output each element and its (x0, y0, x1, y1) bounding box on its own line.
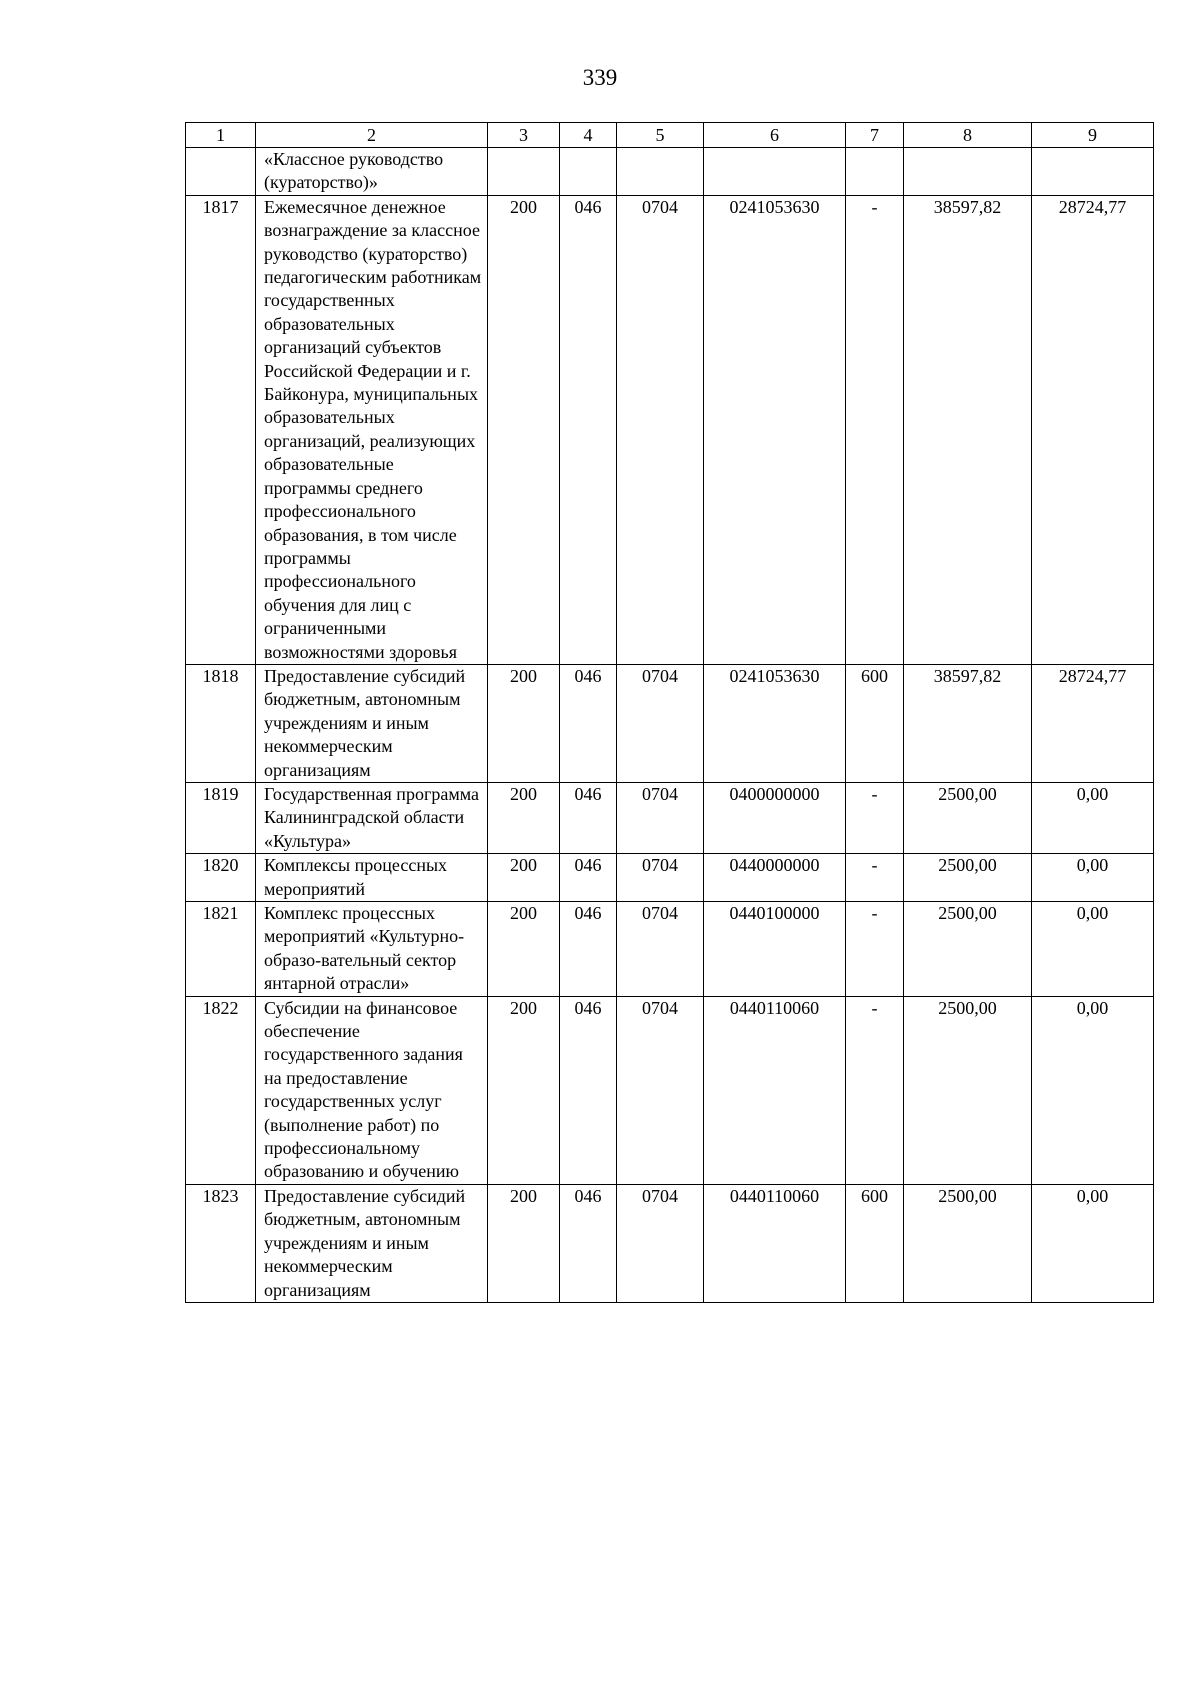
col-7-value: - (846, 854, 904, 902)
row-name: «Классное руководство (кураторство)» (256, 148, 488, 196)
row-number: 1820 (186, 854, 256, 902)
col-9-value: 28724,77 (1032, 195, 1154, 664)
table-row (186, 1184, 1154, 1302)
row-number: 1819 (186, 782, 256, 853)
col-8-value: 38597,82 (904, 664, 1032, 782)
col-6-value: 0440110060 (704, 1184, 846, 1302)
col-9-value: 0,00 (1032, 782, 1154, 853)
col-6-value (704, 148, 846, 196)
row-number: 1821 (186, 902, 256, 997)
col-4-value: 046 (560, 854, 617, 902)
col-7-value: - (846, 782, 904, 853)
table-row (186, 902, 1154, 997)
col-9-value: 0,00 (1032, 996, 1154, 1184)
table-row (186, 148, 1154, 196)
col-6-value: 0440100000 (704, 902, 846, 997)
col-8-value (904, 148, 1032, 196)
col-8-value: 2500,00 (904, 1184, 1032, 1302)
header-col-2: 2 (256, 123, 488, 148)
col-5-value: 0704 (617, 854, 704, 902)
table-row (186, 195, 1154, 664)
header-col-7: 7 (846, 123, 904, 148)
col-3-value: 200 (488, 996, 560, 1184)
col-9-value: 28724,77 (1032, 664, 1154, 782)
table-row (186, 854, 1154, 902)
col-4-value: 046 (560, 1184, 617, 1302)
col-7-value: - (846, 996, 904, 1184)
col-8-value: 2500,00 (904, 782, 1032, 853)
header-col-4: 4 (560, 123, 617, 148)
col-5-value: 0704 (617, 996, 704, 1184)
row-number: 1822 (186, 996, 256, 1184)
col-4-value: 046 (560, 782, 617, 853)
col-6-value: 0400000000 (704, 782, 846, 853)
col-7-value: - (846, 902, 904, 997)
col-4-value: 046 (560, 902, 617, 997)
col-3-value: 200 (488, 664, 560, 782)
row-number: 1823 (186, 1184, 256, 1302)
col-5-value: 0704 (617, 782, 704, 853)
col-6-value: 0440110060 (704, 996, 846, 1184)
col-9-value: 0,00 (1032, 854, 1154, 902)
col-6-value: 0440000000 (704, 854, 846, 902)
col-6-value: 0241053630 (704, 664, 846, 782)
col-6-value: 0241053630 (704, 195, 846, 664)
header-col-1: 1 (186, 123, 256, 148)
row-name: Предоставление субсидий бюджетным, автономным учреждениям и иным некоммерческим организациям (256, 1184, 488, 1302)
col-9-value (1032, 148, 1154, 196)
header-col-5: 5 (617, 123, 704, 148)
col-3-value: 200 (488, 1184, 560, 1302)
col-7-value: 600 (846, 664, 904, 782)
col-4-value (560, 148, 617, 196)
col-8-value: 2500,00 (904, 854, 1032, 902)
col-4-value: 046 (560, 664, 617, 782)
col-8-value: 38597,82 (904, 195, 1032, 664)
row-name: Ежемесячное денежное вознаграждение за классное руководство (кураторство) педагогическим работникам государственных образовательных организаций субъектов Российской Федерации и г. Байконура, муниципальных образовательных организаций, реализующих образовательные программы среднего профессионального образования, в том числе программы профессионального обучения для лиц с ограниченными возможностями здоровья (256, 195, 488, 664)
col-5-value (617, 148, 704, 196)
row-name: Комплексы процессных мероприятий (256, 854, 488, 902)
table-header (186, 123, 1154, 148)
page-number: 339 (582, 65, 618, 90)
header-col-8: 8 (904, 123, 1032, 148)
row-number: 1818 (186, 664, 256, 782)
col-3-value (488, 148, 560, 196)
table-row (186, 996, 1154, 1184)
col-5-value: 0704 (617, 1184, 704, 1302)
row-number (186, 148, 256, 196)
col-8-value: 2500,00 (904, 902, 1032, 997)
header-row (186, 123, 1154, 148)
row-name: Субсидии на финансовое обеспечение государственного задания на предоставление государственных услуг (выполнение работ) по профессиональному образованию и обучению (256, 996, 488, 1184)
col-3-value: 200 (488, 854, 560, 902)
col-3-value: 200 (488, 902, 560, 997)
row-name: Предоставление субсидий бюджетным, автономным учреждениям и иным некоммерческим организациям (256, 664, 488, 782)
header-col-9: 9 (1032, 123, 1154, 148)
header-col-6: 6 (704, 123, 846, 148)
col-5-value: 0704 (617, 664, 704, 782)
table-body (186, 148, 1154, 1303)
col-3-value: 200 (488, 782, 560, 853)
col-8-value: 2500,00 (904, 996, 1032, 1184)
col-5-value: 0704 (617, 902, 704, 997)
col-9-value: 0,00 (1032, 1184, 1154, 1302)
table-row (186, 782, 1154, 853)
row-number: 1817 (186, 195, 256, 664)
col-9-value: 0,00 (1032, 902, 1154, 997)
col-3-value: 200 (488, 195, 560, 664)
col-7-value (846, 148, 904, 196)
budget-table (185, 122, 1154, 1303)
row-name: Комплекс процессных мероприятий «Культурно-образо-вательный сектор янтарной отрасли» (256, 902, 488, 997)
col-7-value: - (846, 195, 904, 664)
col-4-value: 046 (560, 195, 617, 664)
col-7-value: 600 (846, 1184, 904, 1302)
table-row (186, 664, 1154, 782)
col-4-value: 046 (560, 996, 617, 1184)
row-name: Государственная программа Калининградской области «Культура» (256, 782, 488, 853)
col-5-value: 0704 (617, 195, 704, 664)
header-col-3: 3 (488, 123, 560, 148)
